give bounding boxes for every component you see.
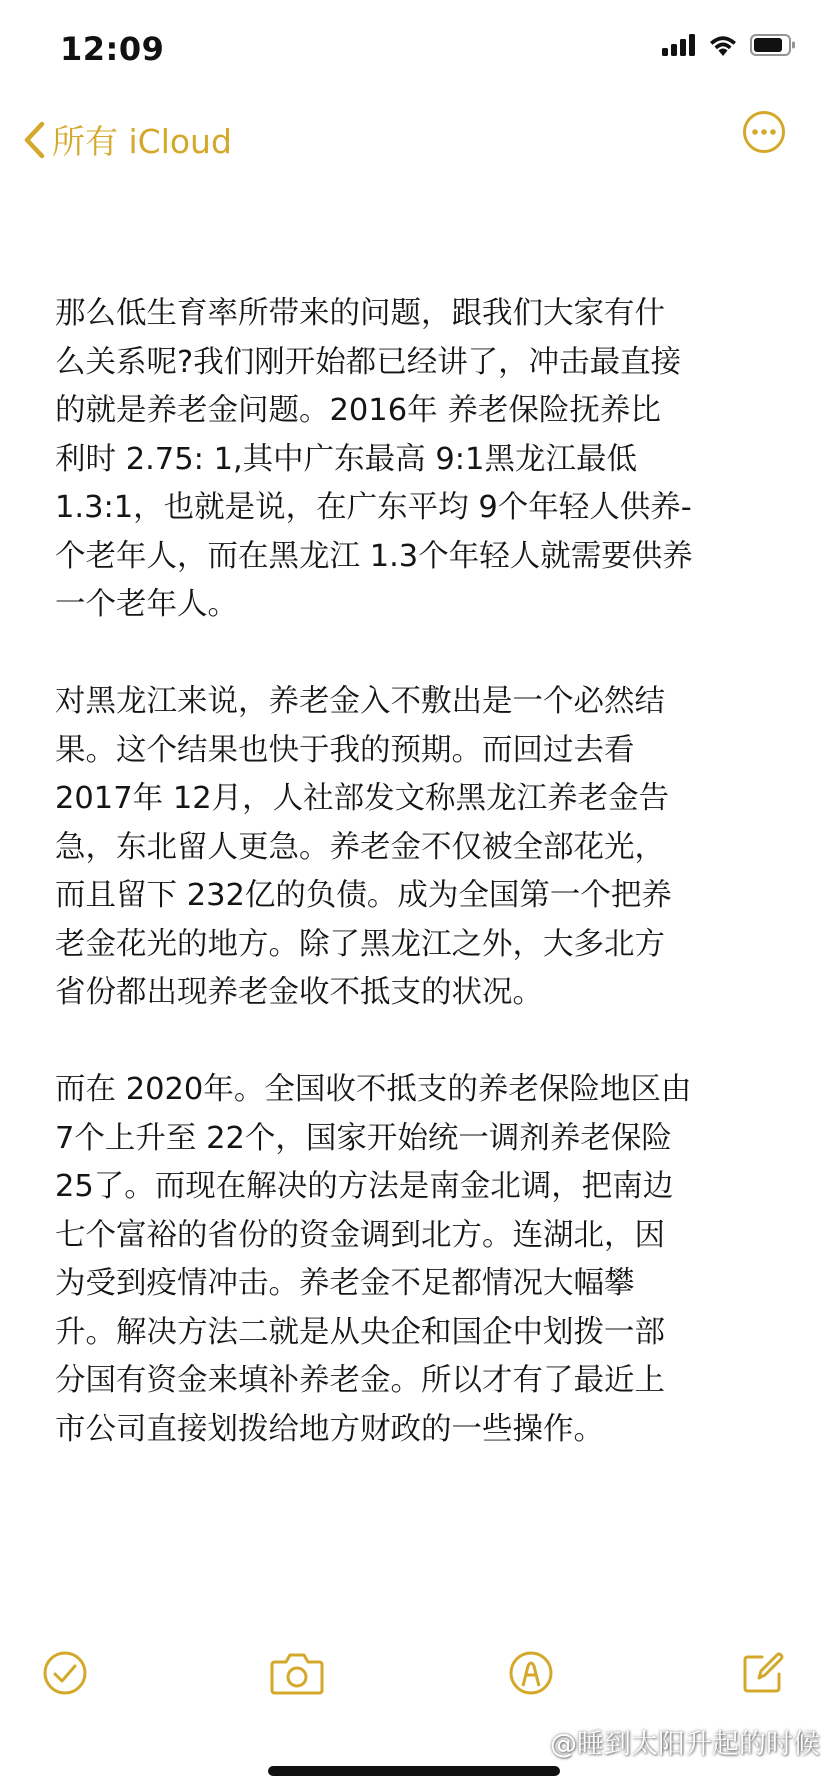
watermark — [518, 1722, 820, 1761]
nav-bar — [0, 110, 828, 170]
ellipsis-circle-icon — [742, 110, 786, 154]
note-body[interactable] — [55, 290, 785, 1503]
status-bar — [0, 0, 828, 100]
wifi-icon — [708, 34, 738, 56]
weibo-logo-icon — [518, 1731, 544, 1753]
compose-icon — [740, 1650, 786, 1696]
note-paragraph-2: 对黑龙江来说，养老金入不敷出是一个必然结 果。这个结果也快于我的预期。而回过去看 2017年 12月，人社部发文称黑龙江养老金告 急，东北留人更急。养老金不仅被全部花光， 而且留下 232亿的负债。成为全国第一个把养 老金花光的地方。除了黑龙江之外，大多北方 省份都出现养老金收不抵支的状况。 — [55, 684, 672, 1010]
checklist-button[interactable] — [42, 1650, 88, 1700]
home-indicator[interactable] — [268, 1766, 560, 1776]
battery-icon — [750, 34, 796, 56]
markup-button[interactable] — [508, 1650, 554, 1700]
note-paragraph-1: 那么低生育率所带来的问题，跟我们大家有什 么关系呢?我们刚开始都已经讲了，冲击最直接 的就是养老金问题。2016年 养老保险抚养比 利时 2.75: 1,其中广东最高 9:1黑龙江最低 1.3:1，也就是说，在广东平均 9个年轻人供养- 个老年人，而在黑龙江 1.3个年轻人就需要供养 一个老年人。 — [55, 296, 693, 622]
status-time: 12:09 — [60, 30, 165, 68]
checklist-icon — [42, 1650, 88, 1696]
status-icons — [662, 34, 796, 56]
note-paragraph-3: 而在 2020年。全国收不抵支的养老保险地区由 7个上升至 22个，国家开始统一调剂养老保险 25了。而现在解决的方法是南金北调，把南边 七个富裕的省份的资金调到北方。连湖北，因 为受到疫情冲击。养老金不足都情况大幅攀 升。解决方法二就是从央企和国企中划拨一部 分国有资金来填补养老金。所以才有了最近上 市公司直接划拨给地方财政的一些操作。 — [55, 1072, 692, 1447]
camera-button[interactable] — [270, 1650, 324, 1700]
bottom-toolbar — [0, 1650, 828, 1710]
more-button[interactable] — [742, 110, 786, 158]
chevron-left-icon — [22, 120, 46, 160]
watermark-text: @睡到太阳升起的时候 — [550, 1729, 820, 1760]
markup-pen-icon — [508, 1650, 554, 1696]
compose-button[interactable] — [740, 1650, 786, 1700]
camera-icon — [270, 1650, 324, 1696]
cellular-signal-icon — [662, 34, 696, 56]
back-button[interactable] — [22, 116, 232, 163]
back-button-label: 所有 iCloud — [52, 122, 232, 161]
